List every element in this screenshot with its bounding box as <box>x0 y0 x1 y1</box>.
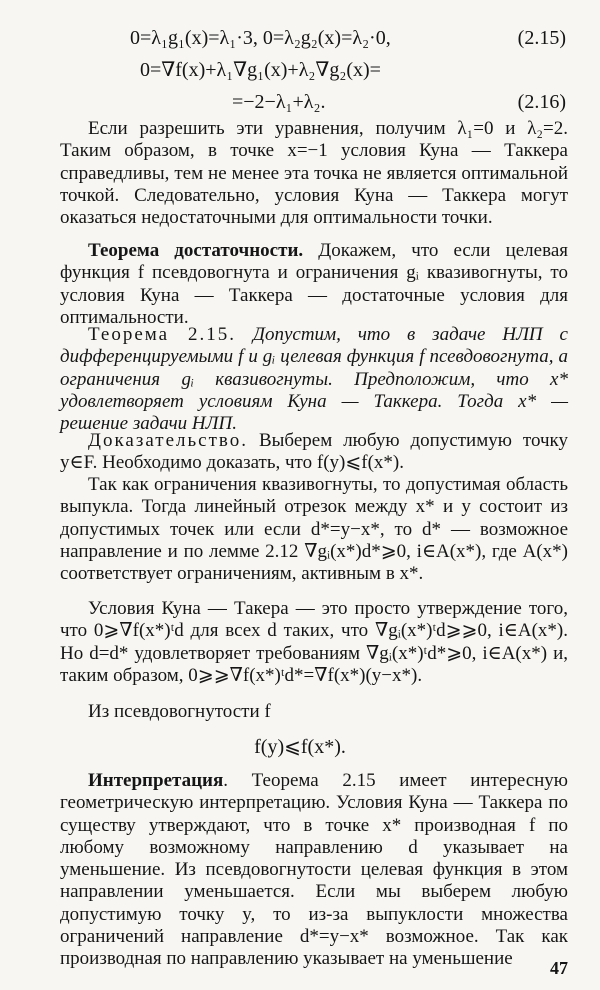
interpretation-heading: Интерпретация <box>88 770 224 791</box>
equation-2-16-line1-expression: 0=∇f(x)+λ₁∇g₁(x)+λ₂∇g₂(x)= <box>140 59 381 81</box>
paragraph-pseudoconcavity: Из псевдовогнутости f <box>88 701 271 722</box>
equation-2-16-line1 <box>0 54 600 86</box>
sufficiency-text: Докажем, что если целевая функция f псевдовогнута и ограничения gᵢ квазивогнуты, то условия Куна — Таккера — достаточные условия для оптимальности. <box>60 240 568 328</box>
paragraph-proof-start <box>60 430 568 475</box>
equation-2-15 <box>0 22 600 54</box>
equation-2-15-number: (2.15) <box>517 27 566 49</box>
paragraph-kkt-statement: Условия Куна — Такера — это просто утверждение того, что 0⩾∇f(x*)ᵗd для всех d таких, что ∇gᵢ(x*)ᵗd⩾⩾0, i∈A(x*). Но d=d* удовлетворяет требованиям ∇gᵢ(x*)ᵗd*⩾0, i∈A(x*) и, таким образом, 0⩾⩾∇f(x*)ᵗd*=∇f(x*)(y−x*). <box>60 598 568 686</box>
centered-inequality: f(y)⩽f(x*). <box>254 736 346 758</box>
interpretation-text: . Теорема 2.15 имеет интересную геометрическую интерпретацию. Условия Куна — Таккера по существу утверждают, что в точке x* производная f по любому возможному направлению d указывает на уменьшение. Из псевдовогнутости целевая функция в этом направлении уменьшается. Если мы выберем любую допустимую точку y, то из-за выпуклости множества ограничений направление d*=y−x* возможное. Так как производная по направлению указывает на уменьшение <box>60 770 568 970</box>
sufficiency-heading: Теорема достаточности. <box>88 240 304 261</box>
proof-label: Доказательство. <box>88 430 248 451</box>
equation-2-16-line2 <box>0 86 600 118</box>
page-number: 47 <box>550 958 568 978</box>
paragraph-theorem-2-15 <box>60 324 568 435</box>
paragraph-convexity: Так как ограничения квазивогнуты, то допустимая область выпукла. Тогда линейный отрезок между x* и y состоит из допустимых точек или если d*=y−x*, то d* — возможное направление и по лемме 2.12 ∇gᵢ(x*)d*⩾0, i∈A(x*), где A(x*) соответствует ограничениям, активным в x*. <box>60 474 568 585</box>
proof-text: Выберем любую допустимую точку y∈F. Необходимо доказать, что f(y)⩽f(x*). <box>60 430 568 474</box>
theorem-label: Теорема 2.15. <box>88 324 236 345</box>
equation-2-16-line2-expression: =−2−λ₁+λ₂. <box>232 91 326 113</box>
theorem-statement: Допустим, что в задаче НЛП с дифференцируемыми f и gᵢ целевая функция f псевдовогнута, а ограничения gᵢ квазивогнуты. Предположим, что x* удовлетворяет условиям Куна — Таккера. Тогда x* — решение задачи НЛП. <box>60 324 568 435</box>
paragraph-interpretation <box>60 770 568 971</box>
paragraph-sufficiency-theorem <box>60 240 568 329</box>
equation-2-16-number: (2.16) <box>517 91 566 113</box>
equation-2-15-expression: 0=λ₁g₁(x)=λ₁·3, 0=λ₂g₂(x)=λ₂·0, <box>130 27 391 49</box>
paragraph-kkt-insufficient: Если разрешить эти уравнения, получим λ₁=0 и λ₂=2. Таким образом, в точке x=−1 условия Куна — Таккера справедливы, тем не менее эта точка не является оптимальной точкой. Следовательно, условия Куна — Таккера могут оказаться недостаточными для оптимальности точки. <box>60 118 568 229</box>
